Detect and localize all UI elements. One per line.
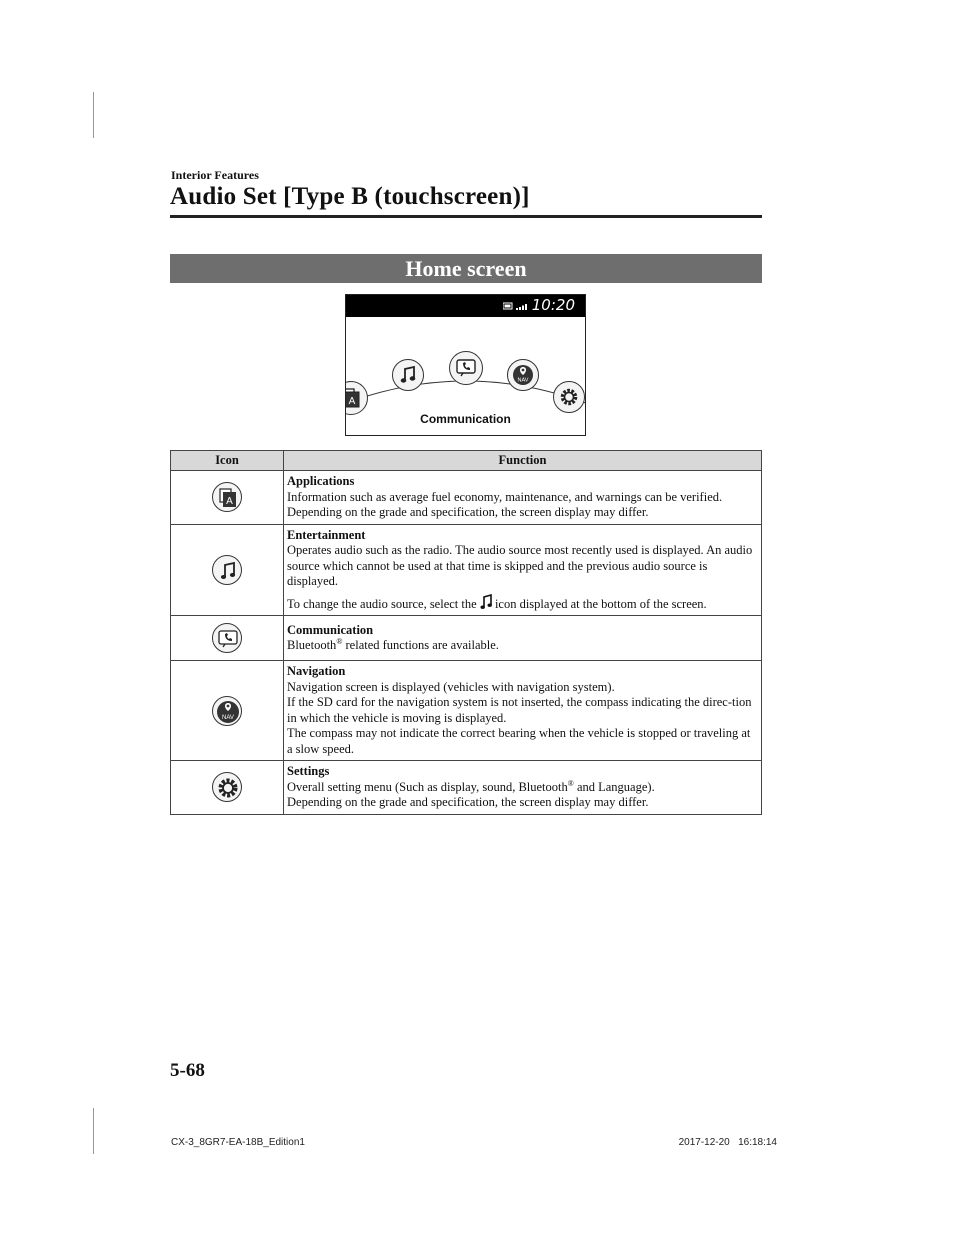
function-description: Information such as average fuel economy, maintenance, and warnings can be verified. xyxy=(287,489,723,504)
function-description: Depending on the grade and specification, the screen display may differ. xyxy=(287,795,649,809)
entertainment-icon[interactable] xyxy=(392,359,424,391)
note-text: icon displayed at the bottom of the screen. xyxy=(494,596,707,611)
navigation-icon[interactable] xyxy=(507,359,539,391)
function-name: Entertainment xyxy=(287,527,366,542)
section-label: Interior Features xyxy=(171,168,259,182)
note-text: To change the audio source, select the xyxy=(287,596,477,611)
selected-icon-caption: Communication xyxy=(420,412,511,426)
table-row xyxy=(171,616,762,661)
crop-mark-bottom xyxy=(93,1108,94,1154)
nav-badge-label: NAV xyxy=(517,377,529,384)
communication-icon xyxy=(212,623,242,653)
desc-text: Bluetooth xyxy=(287,638,337,652)
music-note-icon xyxy=(480,594,492,610)
column-header-function: Function xyxy=(284,451,762,471)
settings-icon[interactable] xyxy=(553,381,585,413)
navigation-icon xyxy=(212,696,242,726)
home-screen-illustration xyxy=(345,294,586,436)
table-row xyxy=(171,661,762,761)
print-timestamp: 2017-12-20 16:18:14 xyxy=(678,1137,777,1148)
desc-text: and Language). xyxy=(573,779,655,794)
app-letter: A xyxy=(226,496,233,508)
function-name: Settings xyxy=(287,764,330,778)
crop-mark-top xyxy=(93,92,94,138)
function-name: Communication xyxy=(287,622,374,637)
title-rule xyxy=(170,215,762,218)
registered-mark: ® xyxy=(336,636,343,646)
table-row xyxy=(171,471,762,525)
communication-icon[interactable] xyxy=(449,351,483,385)
app-letter: A xyxy=(348,396,356,407)
nav-badge-label: NAV xyxy=(222,714,234,721)
function-description: Operates audio such as the radio. The audio source most recently used is displayed. An audio source which cannot be used at that time is skipped and the previous audio source is displayed. xyxy=(287,543,753,588)
function-description: If the SD card for the navigation system is not inserted, the compass indicating the direc-tion in which the vehicle is moving is displayed. xyxy=(287,695,752,725)
function-description: Navigation screen is displayed (vehicles with navigation system). xyxy=(287,679,615,694)
page-number: 5-68 xyxy=(170,1060,205,1081)
applications-icon xyxy=(212,482,242,512)
page-title: Audio Set [Type B (touchscreen)] xyxy=(170,183,530,210)
clock: 10:20 xyxy=(531,296,575,314)
home-screen-heading: Home screen xyxy=(170,254,762,283)
function-note xyxy=(287,594,757,613)
icon-function-table xyxy=(170,450,762,815)
function-name: Applications xyxy=(287,474,355,488)
function-description xyxy=(287,780,757,796)
function-description xyxy=(287,638,757,654)
entertainment-icon xyxy=(212,555,242,585)
table-row xyxy=(171,761,762,815)
table-header-row xyxy=(171,451,762,471)
function-name: Navigation xyxy=(287,664,346,678)
desc-text: Overall setting menu (Such as display, sound, Bluetooth xyxy=(287,779,568,794)
function-description: Depending on the grade and specification, the screen display may differ. xyxy=(287,505,649,519)
document-id: CX-3_8GR7-EA-18B_Edition1 xyxy=(171,1137,305,1148)
desc-text: related functions are available. xyxy=(342,638,499,652)
registered-mark: ® xyxy=(567,778,574,788)
table-row xyxy=(171,524,762,616)
column-header-icon: Icon xyxy=(171,451,284,471)
settings-icon xyxy=(212,772,242,802)
function-description: The compass may not indicate the correct bearing when the vehicle is stopped or traveling at a slow speed. xyxy=(287,726,751,756)
